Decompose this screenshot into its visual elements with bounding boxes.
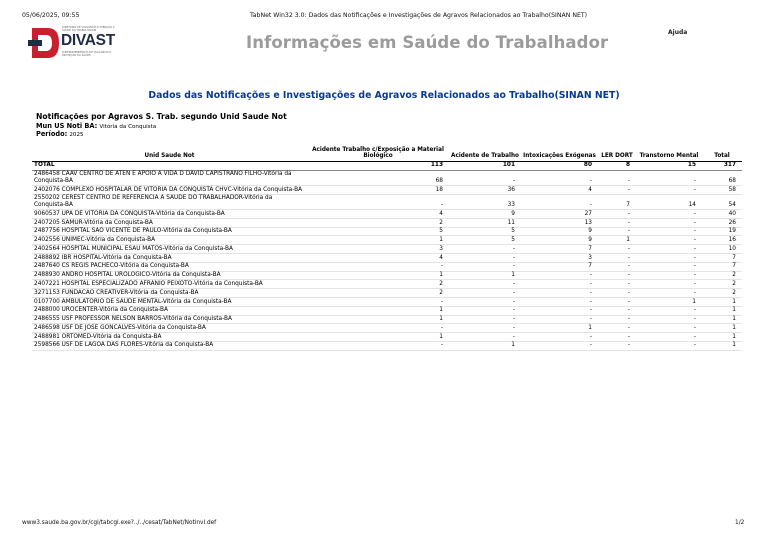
table-row: [32, 254, 742, 263]
row-value-cell: 1: [307, 333, 449, 342]
table-row: [32, 262, 742, 271]
col-header-total: Total: [702, 146, 742, 161]
row-value-cell: 40: [702, 210, 742, 219]
row-value-cell: 2: [307, 218, 449, 227]
row-unit-name: 2486555 USF PROFESSOR NELSON BARROS-Vitória da Conquista-BA: [32, 315, 307, 324]
filter-municipality-label: Mun US Noti BA:: [36, 122, 98, 130]
row-value-cell: 9: [521, 236, 598, 245]
row-value-cell: -: [598, 289, 636, 298]
row-value-cell: -: [636, 341, 702, 350]
row-value-cell: 9: [521, 227, 598, 236]
table-row: [32, 218, 742, 227]
row-unit-name: 2550202 CEREST CENTRO DE REFERENCIA A SAUDE DO TRABALHADOR-Vitória da Conquista-BA: [32, 194, 307, 209]
print-doc-title: TabNet Win32 3.0: Dados das Notificações e Investigações de Agravos Relacionados ao Trabalho(SINAN NET): [250, 12, 588, 19]
total-cell: 80: [521, 161, 598, 170]
table-row: [32, 236, 742, 245]
divast-logo-mark-icon: [28, 26, 60, 60]
row-value-cell: 58: [702, 185, 742, 194]
row-value-cell: -: [521, 194, 598, 209]
row-value-cell: -: [598, 280, 636, 289]
row-value-cell: -: [307, 194, 449, 209]
logo-small-text-bottom: SUPERINTENDÊNCIA DE VIGILÂNCIA E PROTEÇÃO DA SAÚDE: [62, 51, 111, 57]
row-value-cell: -: [521, 280, 598, 289]
row-value-cell: 33: [449, 194, 521, 209]
row-value-cell: -: [449, 297, 521, 306]
row-value-cell: 1: [702, 333, 742, 342]
table-row: [32, 280, 742, 289]
row-value-cell: -: [636, 333, 702, 342]
row-value-cell: -: [521, 333, 598, 342]
row-value-cell: -: [521, 306, 598, 315]
row-value-cell: -: [307, 297, 449, 306]
row-unit-name: 2407205 SAMUR-Vitória da Conquista-BA: [32, 218, 307, 227]
row-value-cell: -: [521, 315, 598, 324]
row-unit-name: 2487756 HOSPITAL SAO VICENTE DE PAULO-Vitória da Conquista-BA: [32, 227, 307, 236]
table-row: [32, 185, 742, 194]
row-value-cell: 2: [702, 289, 742, 298]
row-value-cell: 13: [521, 218, 598, 227]
row-value-cell: 1: [702, 306, 742, 315]
print-datetime: 05/06/2025, 09:55: [22, 12, 80, 19]
table-total-row: [32, 161, 742, 170]
row-value-cell: 11: [449, 218, 521, 227]
row-value-cell: 4: [307, 254, 449, 263]
row-value-cell: 1: [449, 271, 521, 280]
row-value-cell: -: [598, 245, 636, 254]
row-value-cell: 68: [702, 170, 742, 185]
row-value-cell: -: [636, 280, 702, 289]
row-value-cell: -: [636, 236, 702, 245]
row-value-cell: -: [598, 227, 636, 236]
row-unit-name: 2488892 IBR HOSPITAL-Vitória da Conquista-BA: [32, 254, 307, 263]
row-value-cell: -: [598, 218, 636, 227]
row-unit-name: 2488930 ANDRO HOSPITAL UROLOGICO-Vitória da Conquista-BA: [32, 271, 307, 280]
row-value-cell: 1: [307, 315, 449, 324]
filter-period-label: Período:: [36, 130, 68, 138]
col-header-bio-accident: Acidente Trabalho c/Exposição a Material Biológico: [307, 146, 449, 161]
table-row: [32, 194, 742, 209]
filter-period: [36, 130, 84, 138]
row-value-cell: 2: [307, 280, 449, 289]
row-value-cell: -: [598, 333, 636, 342]
row-value-cell: 1: [449, 341, 521, 350]
row-unit-name: 2487640 CS REGIS PACHECO-Vitória da Conquista-BA: [32, 262, 307, 271]
row-value-cell: -: [449, 170, 521, 185]
row-value-cell: -: [521, 289, 598, 298]
row-value-cell: 7: [521, 262, 598, 271]
row-value-cell: 14: [636, 194, 702, 209]
row-value-cell: 19: [702, 227, 742, 236]
row-value-cell: -: [598, 170, 636, 185]
row-value-cell: 5: [307, 227, 449, 236]
row-value-cell: 1: [702, 297, 742, 306]
table-row: [32, 170, 742, 185]
row-value-cell: 10: [702, 245, 742, 254]
row-value-cell: 68: [307, 170, 449, 185]
row-value-cell: 16: [702, 236, 742, 245]
row-value-cell: -: [449, 315, 521, 324]
row-value-cell: -: [598, 341, 636, 350]
row-value-cell: -: [636, 218, 702, 227]
row-value-cell: 9: [449, 210, 521, 219]
total-cell: 15: [636, 161, 702, 170]
row-value-cell: -: [449, 280, 521, 289]
row-value-cell: 54: [702, 194, 742, 209]
row-value-cell: -: [307, 324, 449, 333]
row-value-cell: -: [521, 271, 598, 280]
row-unit-name: 2486458 CAAV CENTRO DE ATEN E APOIO A VIDA D DAVID CAPISTRANO FILHO-Vitória da Conquista-BA: [32, 170, 307, 185]
row-value-cell: -: [521, 341, 598, 350]
filter-municipality-value: Vitória da Conquista: [99, 124, 157, 130]
row-value-cell: -: [636, 254, 702, 263]
row-value-cell: -: [598, 271, 636, 280]
row-value-cell: -: [598, 210, 636, 219]
row-value-cell: 1: [307, 306, 449, 315]
table-header-row: [32, 146, 742, 161]
table-row: [32, 341, 742, 350]
table-row: [32, 245, 742, 254]
row-value-cell: -: [449, 333, 521, 342]
row-unit-name: 3271153 FUNDACAO CREATIVER-Vitória da Conquista-BA: [32, 289, 307, 298]
row-value-cell: 36: [449, 185, 521, 194]
row-value-cell: -: [636, 227, 702, 236]
row-value-cell: -: [449, 324, 521, 333]
row-value-cell: 4: [307, 210, 449, 219]
row-value-cell: -: [636, 262, 702, 271]
row-unit-name: 2488000 UROCENTER-Vitória da Conquista-BA: [32, 306, 307, 315]
row-value-cell: 1: [702, 315, 742, 324]
report-subtitle: Notificações por Agravos S. Trab. segundo Unid Saude Not: [36, 112, 287, 121]
row-value-cell: 3: [307, 245, 449, 254]
col-header-intoxication: Intoxicações Exógenas: [521, 146, 598, 161]
total-cell: 113: [307, 161, 449, 170]
row-value-cell: -: [636, 210, 702, 219]
row-value-cell: 1: [598, 236, 636, 245]
row-value-cell: -: [449, 289, 521, 298]
row-value-cell: -: [449, 306, 521, 315]
total-label: TOTAL: [32, 161, 307, 170]
row-value-cell: -: [598, 185, 636, 194]
row-value-cell: 2: [307, 289, 449, 298]
row-value-cell: -: [636, 170, 702, 185]
table-row: [32, 306, 742, 315]
table-row: [32, 333, 742, 342]
row-value-cell: 26: [702, 218, 742, 227]
row-unit-name: 2402076 COMPLEXO HOSPITALAR DE VITORIA DA CONQUISTA CHVC-Vitória da Conquista-BA: [32, 185, 307, 194]
row-value-cell: 7: [702, 262, 742, 271]
row-value-cell: 7: [702, 254, 742, 263]
row-value-cell: -: [636, 245, 702, 254]
help-link[interactable]: Ajuda: [668, 29, 688, 36]
filter-period-value: 2025: [69, 132, 84, 138]
row-value-cell: -: [636, 306, 702, 315]
report-title: Dados das Notificações e Investigações de Agravos Relacionados ao Trabalho(SINAN NET): [148, 90, 620, 101]
row-value-cell: -: [636, 271, 702, 280]
row-value-cell: 1: [307, 236, 449, 245]
row-value-cell: 1: [307, 271, 449, 280]
site-title: Informações em Saúde do Trabalhador: [246, 33, 609, 52]
row-unit-name: 0107700 AMBULATORIO DE SAUDE MENTAL-Vitória da Conquista-BA: [32, 297, 307, 306]
col-header-ler-dort: LER DORT: [598, 146, 636, 161]
row-value-cell: -: [307, 341, 449, 350]
row-value-cell: 7: [521, 245, 598, 254]
col-header-unit: Unid Saude Not: [32, 146, 307, 161]
row-unit-name: 2402556 UNIMEC-Vitória da Conquista-BA: [32, 236, 307, 245]
row-value-cell: 2: [702, 271, 742, 280]
row-value-cell: -: [598, 306, 636, 315]
col-header-work-accident: Acidente de Trabalho: [449, 146, 521, 161]
row-unit-name: 2598566 USF DE LAGOA DAS FLORES-Vitória da Conquista-BA: [32, 341, 307, 350]
row-value-cell: 1: [636, 297, 702, 306]
footer-page-number: 1/2: [735, 520, 745, 526]
row-value-cell: -: [521, 297, 598, 306]
total-cell: 101: [449, 161, 521, 170]
total-cell: 8: [598, 161, 636, 170]
row-value-cell: -: [636, 185, 702, 194]
table-row: [32, 227, 742, 236]
row-value-cell: -: [636, 289, 702, 298]
table-row: [32, 210, 742, 219]
row-value-cell: 1: [521, 324, 598, 333]
row-value-cell: -: [636, 324, 702, 333]
footer-url: www3.saude.ba.gov.br/cgi/tabcgi.exe?../../cesat/TabNet/Notinvl.def: [22, 520, 217, 526]
row-value-cell: 18: [307, 185, 449, 194]
row-value-cell: 2: [702, 280, 742, 289]
row-unit-name: 2488981 ORTOMED-Vitória da Conquista-BA: [32, 333, 307, 342]
row-value-cell: 1: [702, 324, 742, 333]
row-unit-name: 2407221 HOSPITAL ESPECIALIZADO AFRANIO PEIXOTO-Vitória da Conquista-BA: [32, 280, 307, 289]
filter-municipality: [36, 122, 156, 130]
table-row: [32, 297, 742, 306]
table-row: [32, 324, 742, 333]
row-value-cell: -: [598, 324, 636, 333]
table-row: [32, 289, 742, 298]
row-value-cell: -: [598, 262, 636, 271]
row-value-cell: 5: [449, 236, 521, 245]
row-value-cell: -: [449, 262, 521, 271]
row-unit-name: 2486598 USF DE JOSE GONCALVES-Vitória da Conquista-BA: [32, 324, 307, 333]
row-unit-name: 2402564 HOSPITAL MUNICIPAL ESAU MATOS-Vitória da Conquista-BA: [32, 245, 307, 254]
row-value-cell: 7: [598, 194, 636, 209]
divast-logo[interactable]: [28, 26, 116, 62]
row-value-cell: -: [449, 245, 521, 254]
row-unit-name: 9060537 UPA DE VITORIA DA CONQUISTA-Vitória da Conquista-BA: [32, 210, 307, 219]
row-value-cell: -: [598, 254, 636, 263]
row-value-cell: 5: [449, 227, 521, 236]
row-value-cell: 4: [521, 185, 598, 194]
report-table: [32, 146, 742, 351]
col-header-mental: Transtorno Mental: [636, 146, 702, 161]
row-value-cell: 3: [521, 254, 598, 263]
table-row: [32, 315, 742, 324]
total-cell: 317: [702, 161, 742, 170]
row-value-cell: -: [636, 315, 702, 324]
row-value-cell: -: [598, 315, 636, 324]
logo-small-text-top: DIRETORIA DE VIGILÂNCIA E ATENÇÃO À SAÚDE DO TRABALHADOR: [62, 26, 115, 32]
row-value-cell: -: [449, 254, 521, 263]
table-row: [32, 271, 742, 280]
row-value-cell: -: [521, 170, 598, 185]
row-value-cell: 1: [702, 341, 742, 350]
logo-brand: DIVAST: [61, 32, 115, 49]
row-value-cell: 27: [521, 210, 598, 219]
row-value-cell: -: [307, 262, 449, 271]
row-value-cell: -: [598, 297, 636, 306]
